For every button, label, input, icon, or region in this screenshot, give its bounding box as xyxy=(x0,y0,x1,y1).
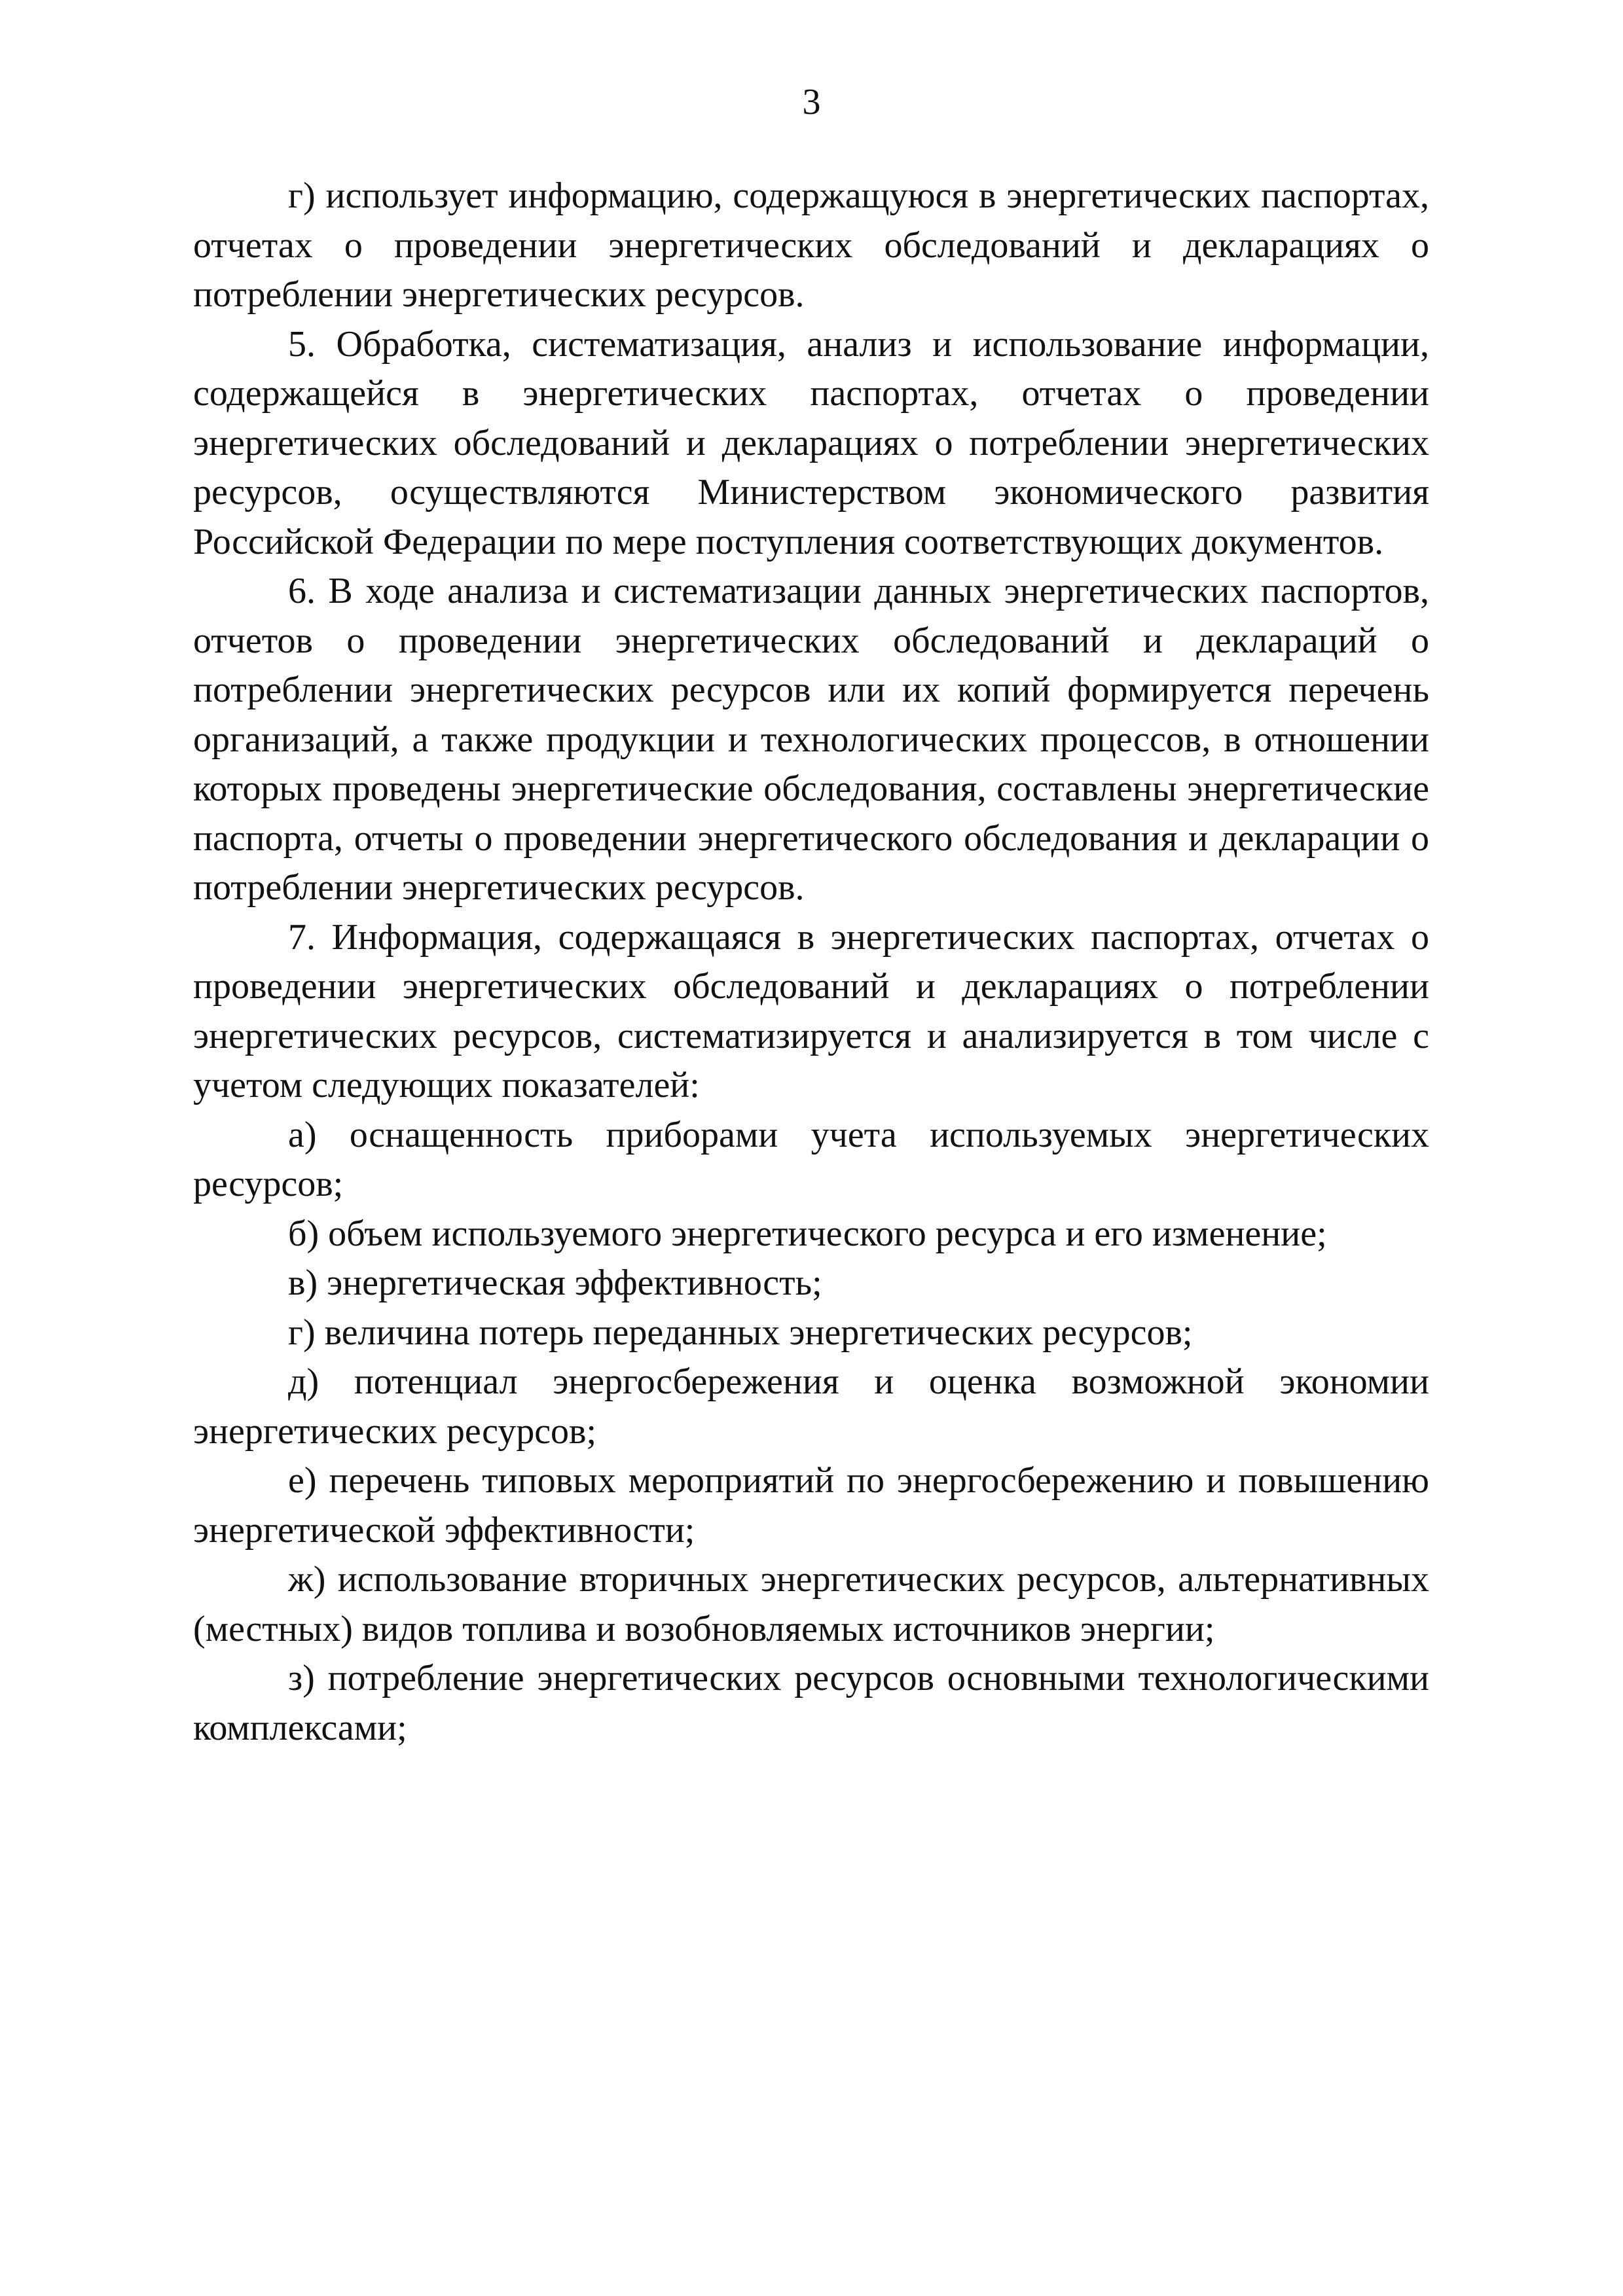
paragraph-6-analysis: 6. В ходе анализа и систематизации данных энергетических паспортов, отчетов о проведении энергетических обследований и деклараций о потреблении энергетических ресурсов или их копий формируется перечень организаций, а также продукции и технологических процессов, в отношении которых проведены энергетические обследования, составлены энергетические паспорта, отчеты о проведении энергетического обследования и декларации о потреблении энергетических ресурсов. xyxy=(193,571,1429,908)
list-item-e: е) перечень типовых мероприятий по энергосбережению и повышению энергетической эффективности; xyxy=(193,1460,1429,1551)
list-item-b: б) объем используемого энергетического ресурса и его изменение; xyxy=(288,1213,1327,1254)
list-item-zh: ж) использование вторичных энергетических ресурсов, альтернативных (местных) видов топлива и возобновляемых источников энергии; xyxy=(193,1559,1429,1649)
list-item-g: г) величина потерь переданных энергетических ресурсов; xyxy=(288,1312,1193,1353)
document-body xyxy=(193,171,1429,1753)
page-number: 3 xyxy=(802,82,821,122)
paragraph-item-g-uses-information: г) использует информацию, содержащуюся в энергетических паспортах, отчетах о проведении энергетических обследований и декларациях о потреблении энергетических ресурсов. xyxy=(193,175,1429,315)
paragraph-7-indicators: 7. Информация, содержащаяся в энергетических паспортах, отчетах о проведении энергетических обследований и декларациях о потреблении энергетических ресурсов, систематизируется и анализируется в том числе с учетом следующих показателей: xyxy=(193,916,1429,1105)
paragraph-5-processing: 5. Обработка, систематизация, анализ и использование информации, содержащейся в энергетических паспортах, отчетах о проведении энергетических обследований и декларациях о потреблении энергетических ресурсов, осуществляются Министерством экономического развития Российской Федерации по мере поступления соответствующих документов. xyxy=(193,323,1429,562)
list-item-z: з) потребление энергетических ресурсов основными технологическими комплексами; xyxy=(193,1658,1429,1748)
list-item-v: в) энергетическая эффективность; xyxy=(288,1263,822,1303)
list-item-d: д) потенциал энергосбережения и оценка возможной экономии энергетических ресурсов; xyxy=(193,1361,1429,1452)
list-item-a: а) оснащенность приборами учета используемых энергетических ресурсов; xyxy=(193,1114,1429,1204)
